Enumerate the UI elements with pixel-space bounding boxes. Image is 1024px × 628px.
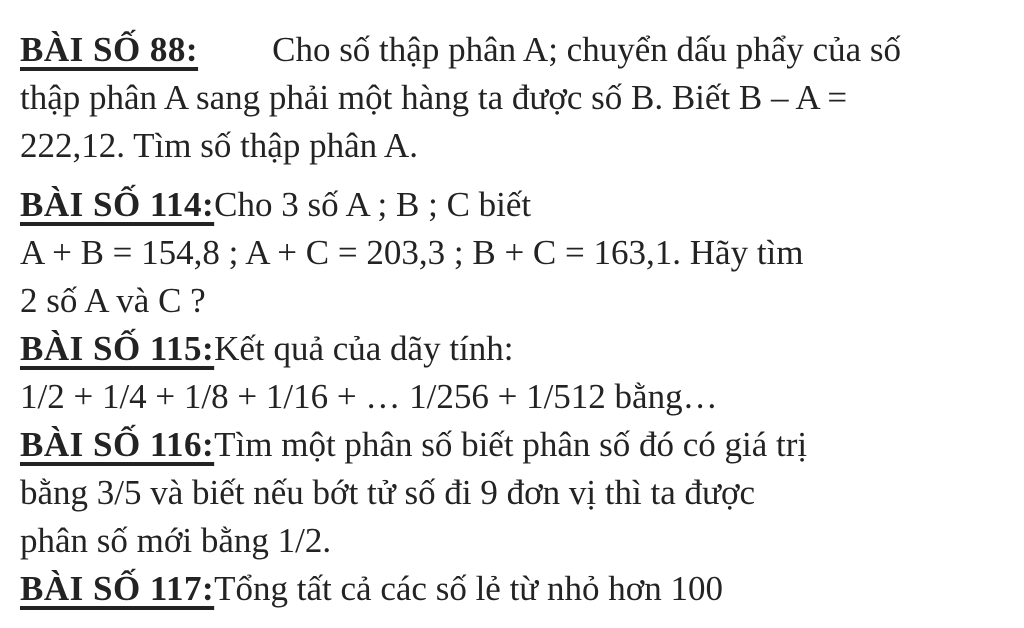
problem-116-text-3: phân số mới bằng 1/2. bbox=[20, 521, 332, 560]
problem-114-line-3 bbox=[20, 277, 1006, 325]
problem-114-line-1 bbox=[20, 181, 1006, 229]
problem-117-text-1: Tổng tất cả các số lẻ từ nhỏ hơn 100 bbox=[214, 569, 724, 608]
problem-114-text-1: Cho 3 số A ; B ; C biết bbox=[214, 185, 532, 224]
problem-115-label: BÀI SỐ 115: bbox=[20, 329, 215, 368]
problem-114-text-3: 2 số A và C ? bbox=[20, 281, 206, 320]
problem-115-text-2: 1/2 + 1/4 + 1/8 + 1/16 + … 1/256 + 1/512 bằng… bbox=[20, 377, 718, 416]
problem-88-text-3: 222,12. Tìm số thập phân A. bbox=[20, 126, 418, 165]
problem-88-text-2: thập phân A sang phải một hàng ta được số B. Biết B – A = bbox=[20, 78, 848, 117]
problem-116-line-2 bbox=[20, 469, 1006, 517]
problem-116-line-1 bbox=[20, 421, 1006, 469]
problem-115-line-1 bbox=[20, 325, 1006, 373]
problem-116-line-3 bbox=[20, 517, 1006, 565]
problem-88-label: BÀI SỐ 88: bbox=[20, 30, 199, 69]
problem-114-text-2: A + B = 154,8 ; A + C = 203,3 ; B + C = 163,1. Hãy tìm bbox=[20, 233, 804, 272]
problem-117-line-1 bbox=[20, 565, 1006, 613]
problem-116-label: BÀI SỐ 116: bbox=[20, 425, 215, 464]
problem-115-text-1: Kết quả của dãy tính: bbox=[214, 329, 514, 368]
problem-117-label: BÀI SỐ 117: bbox=[20, 569, 215, 608]
problem-116-text-2: bằng 3/5 và biết nếu bớt tử số đi 9 đơn vị thì ta được bbox=[20, 473, 756, 512]
problem-115-line-2 bbox=[20, 373, 1006, 421]
problem-88-text-1: Cho số thập phân A; chuyển dấu phẩy của số bbox=[272, 30, 901, 69]
problem-88-line-3 bbox=[20, 122, 1006, 170]
problem-88-line-2 bbox=[20, 74, 1006, 122]
problem-116-text-1: Tìm một phân số biết phân số đó có giá trị bbox=[214, 425, 808, 464]
problem-88-line-1 bbox=[20, 26, 1006, 74]
problem-114-label: BÀI SỐ 114: bbox=[20, 185, 215, 224]
problem-114-line-2 bbox=[20, 229, 1006, 277]
